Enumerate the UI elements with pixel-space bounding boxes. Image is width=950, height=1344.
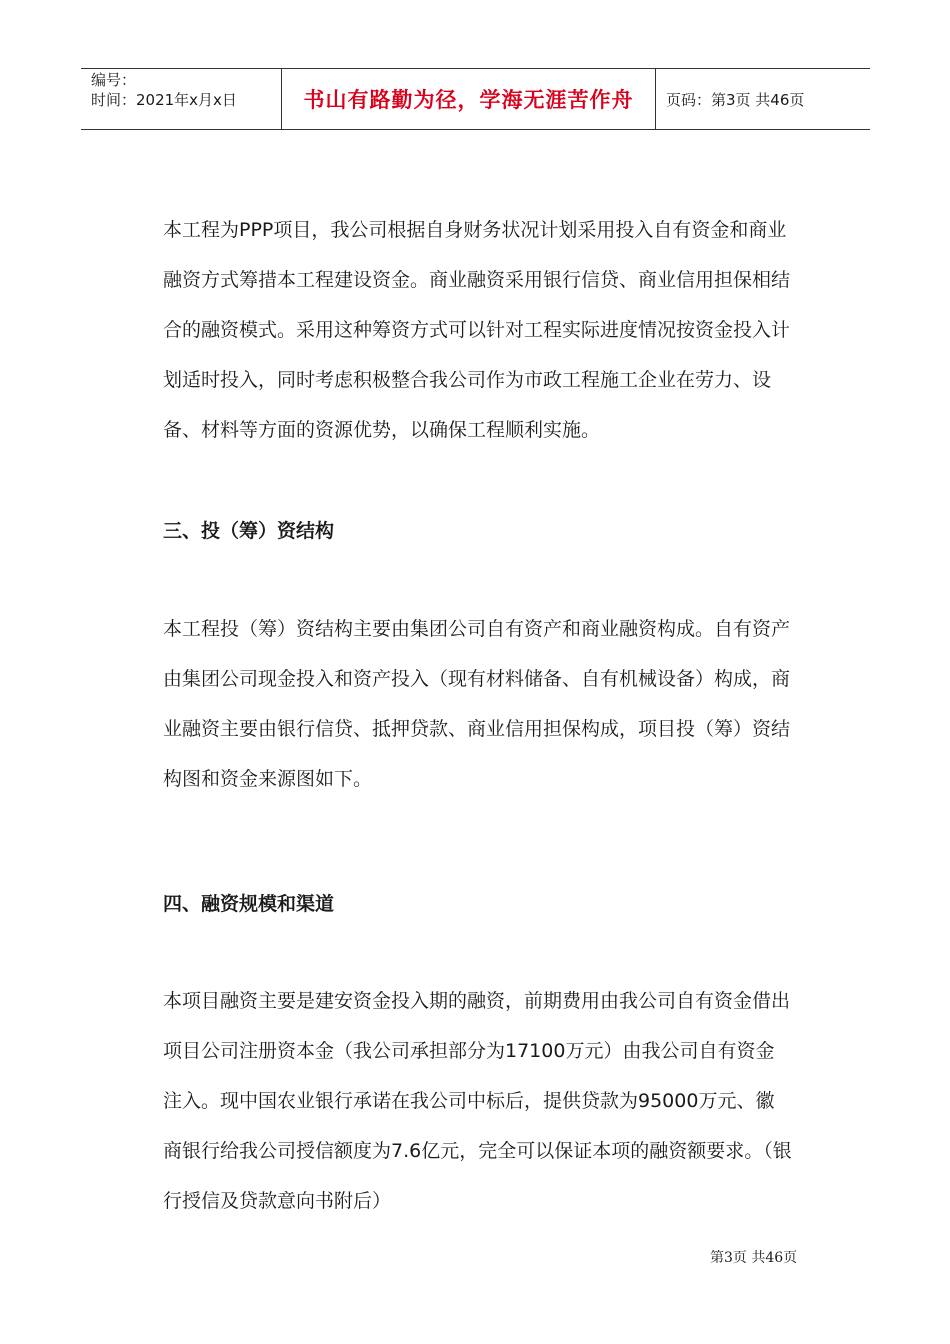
intro-paragraph: 本工程为PPP项目，我公司根据自身财务状况计划采用投入自有资金和商业融资方式筹措本工程建设资金。商业融资采用银行信贷、商业信用担保相结合的融资模式。采用这种筹资方式可以针对工程实际进度情况按资金投入计划适时投入，同时考虑积极整合我公司作为市政工程施工企业在劳力、设备、材料等方面的资源优势，以确保工程顺利实施。 [163,219,791,441]
document-number-label: 编号： [91,71,137,89]
section-paragraph-3: 本工程投（筹）资结构主要由集团公司自有资产和商业融资构成。自有资产由集团公司现金投入和资产投入（现有材料储备、自有机械设备）构成，商业融资主要由银行信贷、抵押贷款、商业信用担保构成，项目投（筹）资结构图和资金来源图如下。 [163,618,791,790]
section-paragraph-4: 本项目融资主要是建安资金投入期的融资，前期费用由我公司自有资金借出项目公司注册资本金（我公司承担部分为17100万元）由我公司自有资金注入。现中国农业银行承诺在我公司中标后，提供贷款为95000万元、徽商银行给我公司授信额度为7.6亿元，完全可以保证本项的融资额要求。（银行授信及贷款意向书附后） [163,990,792,1212]
header-motto-cell [282,69,656,129]
page-footer: 第3页 共46页 [710,1250,798,1266]
header-motto: 书山有路勤为径，学海无涯苦作舟 [303,88,634,112]
document-time-label: 时间：2021年x月x日 [91,91,237,109]
header-meta-cell [81,69,282,129]
page-header [81,68,870,130]
section-heading-4: 四、融资规模和渠道 [163,893,335,915]
header-page-label: 页码：第3页 共46页 [666,90,805,109]
section-heading-3: 三、投（筹）资结构 [163,520,335,542]
header-page-cell [656,69,870,129]
